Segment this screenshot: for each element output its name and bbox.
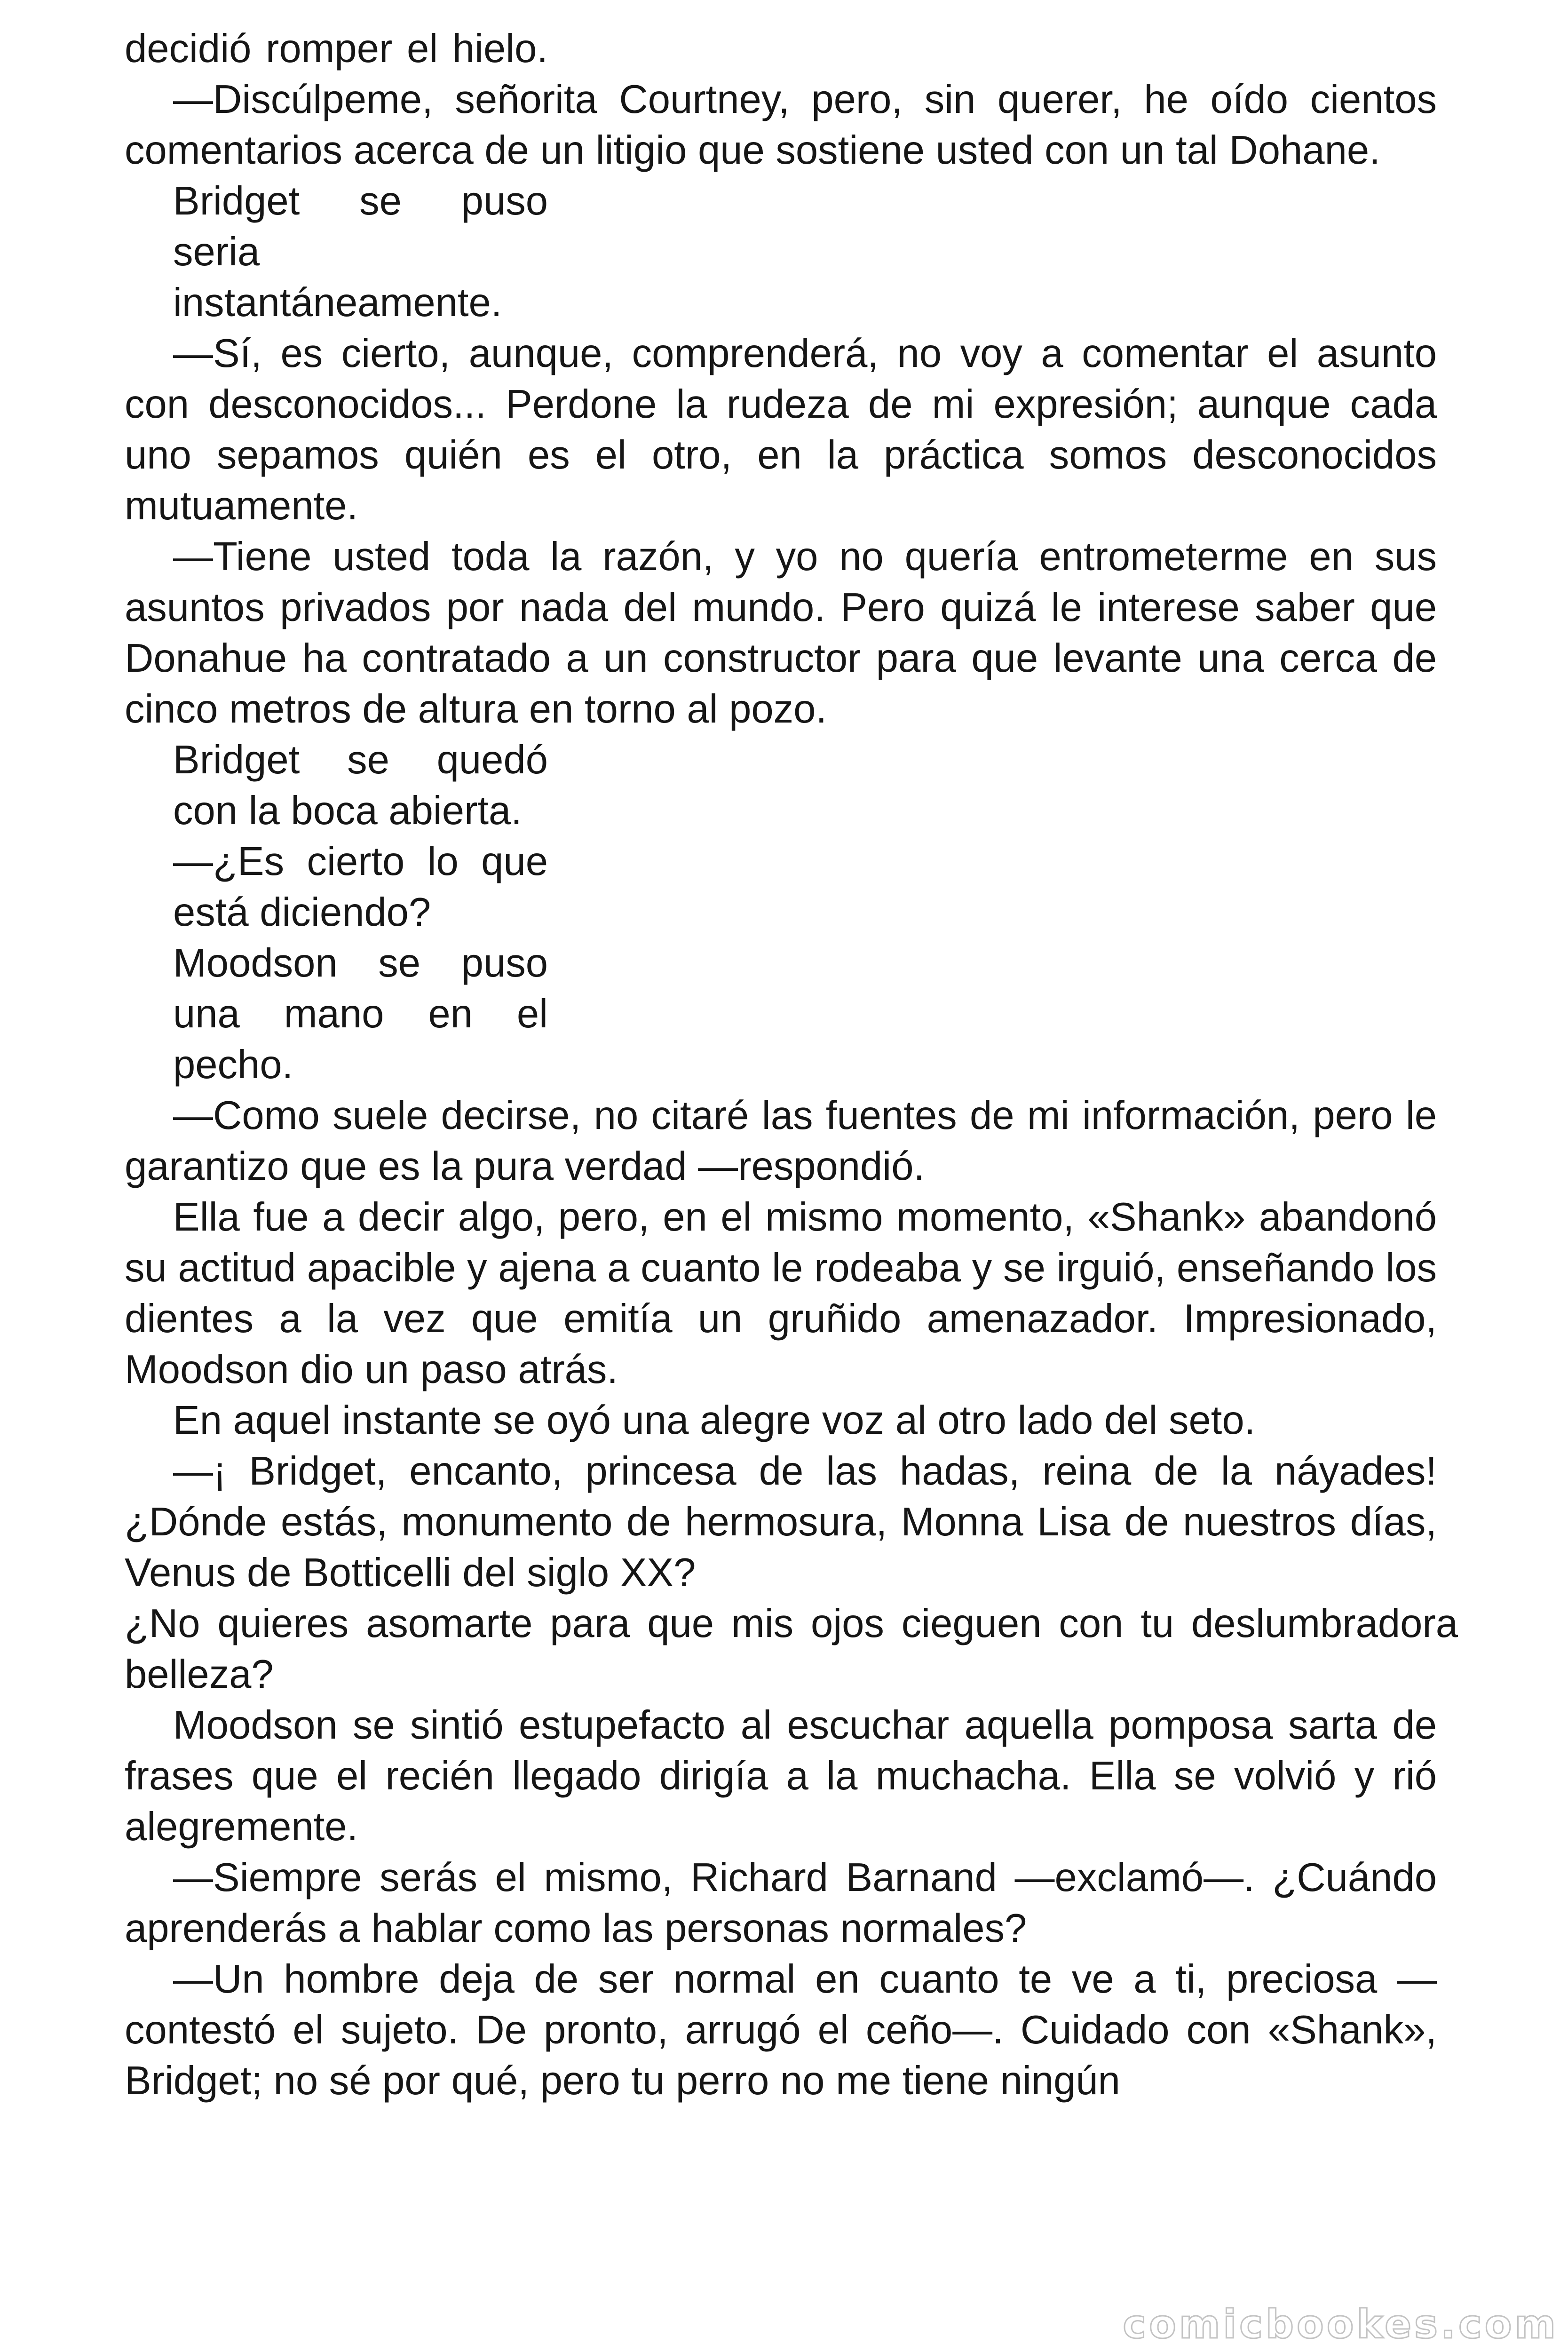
paragraph: —Tiene usted toda la razón, y yo no quería entrometerme en sus asuntos privados por nada del mundo. Pero quizá le interese saber que Donahue ha contratado a un constructor para que levante una cerca de cinco metros de altura en torno al pozo. <box>125 534 1437 731</box>
paragraph: Bridget se puso seria instantáneamente. <box>173 179 548 325</box>
paragraph: ¿No quieres asomarte para que mis ojos cieguen con tu deslumbradora belleza? <box>125 1601 1458 1697</box>
paragraph: Moodson se puso una mano en el pecho. <box>173 941 548 1087</box>
paragraph: —¡ Bridget, encanto, princesa de las hadas, reina de la náyades! ¿Dónde estás, monumento de hermosura, Monna Lisa de nuestros días, Venus de Botticelli del siglo XX? <box>125 1449 1437 1595</box>
paragraph: Ella fue a decir algo, pero, en el mismo momento, «Shank» abandonó su actitud apacible y ajena a cuanto le rodeaba y se irguió, enseñando los dientes a la vez que emitía un gruñido amenazador. Impresionado, Moodson dio un paso atrás. <box>125 1195 1437 1392</box>
paragraph: —Un hombre deja de ser normal en cuanto te ve a ti, preciosa —contestó el sujeto. De pronto, arrugó el ceño—. Cuidado con «Shank», Bridget; no sé por qué, pero tu perro no me tiene ningún <box>125 1957 1437 2103</box>
page-body <box>125 24 1458 2106</box>
paragraph: —Como suele decirse, no citaré las fuentes de mi información, pero le garantizo que es la pura verdad —respondió. <box>125 1093 1437 1189</box>
paragraph: —¿Es cierto lo que está diciendo? <box>173 839 548 935</box>
paragraph: Bridget se quedó con la boca abierta. <box>173 738 548 833</box>
paragraph: En aquel instante se oyó una alegre voz al otro lado del seto. <box>173 1398 1256 1443</box>
paragraph: Moodson se sintió estupefacto al escuchar aquella pomposa sarta de frases que el recién llegado dirigía a la muchacha. Ella se volvió y rió alegremente. <box>125 1703 1437 1849</box>
paragraph: —Siempre serás el mismo, Richard Barnand —exclamó—. ¿Cuándo aprenderás a hablar como las personas normales? <box>125 1855 1437 1951</box>
paragraph: decidió romper el hielo. <box>125 26 548 71</box>
paragraph: —Sí, es cierto, aunque, comprenderá, no voy a comentar el asunto con desconocidos... Perdone la rudeza de mi expresión; aunque cada uno sepamos quién es el otro, en la práctica somos desconocidos mutuamente. <box>125 331 1437 528</box>
paragraph: —Discúlpeme, señorita Courtney, pero, sin querer, he oído cientos comentarios acerca de un litigio que sostiene usted con un tal Dohane. <box>125 77 1437 173</box>
watermark-logo: comicbookes.com <box>1123 2301 1559 2347</box>
